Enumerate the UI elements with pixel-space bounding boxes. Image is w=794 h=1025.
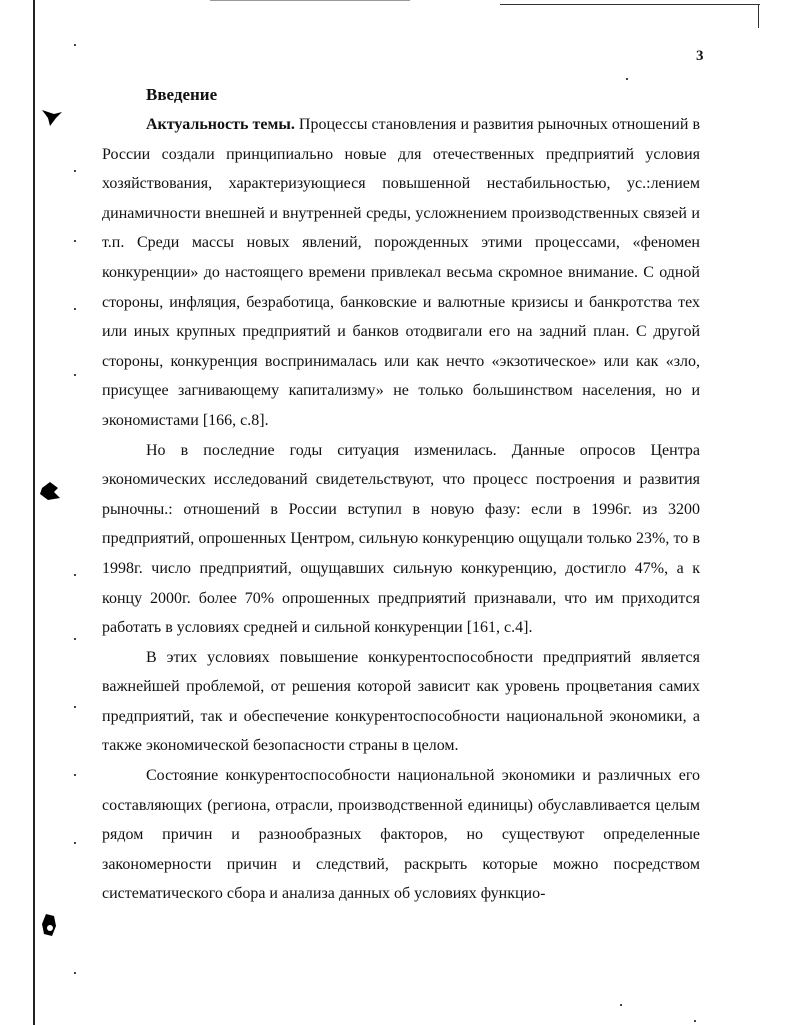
scan-edge-right <box>758 4 759 28</box>
scan-speck <box>74 842 76 844</box>
scan-edge-left <box>33 0 35 1025</box>
paragraph-survey: Но в последние годы ситуация изменилась. Данные опросов Центра экономических исследований свидетельствуют, что процесс построения и развития рыночны.: отношений в России вступил в новую фазу: если в 1996г. из 3200 предприятий, опрошенных Центром, сильную конкуренцию ощущали только 23%, то в 1998г. число предприятий, ощущавших сильную конкуренцию, достигло 47%, а к концу 2000г. более 70% опрошенных предприятий признавали, что им приходится работать в условиях средней и сильной конкуренции [161, с.4]. <box>102 441 700 637</box>
scan-speck <box>74 240 76 242</box>
paragraph-lead: Актуальность темы. <box>146 116 295 133</box>
paragraph-importance: В этих условиях повышение конкурентоспособности предприятий является важнейшей проблемой, от решения которой зависит как уровень процветания самих предприятий, так и обеспечение конкурентоспособности национальной экономики, а также экономической безопасности страны в целом. <box>102 648 700 755</box>
scan-edge-top-faint <box>210 0 410 1</box>
scan-speck <box>74 638 76 640</box>
hole-punch-mark-1 <box>40 108 64 128</box>
scan-speck <box>74 170 76 172</box>
scan-speck <box>694 1020 696 1022</box>
page-number: 3 <box>696 48 704 64</box>
paragraph-text: Процессы становления и развития рыночных отношений в России создали принципиально новые для отечественных предприятий условия хозяйствования, характеризующиеся повышенной нестабильностью, ус.:лением динамичности внешней и внутренней среды, усложнением производственных связей и т.п. Среди массы новых явлений, порожденных этими процессами, «феномен конкуренции» до настоящего времени привлекал весьма скромное внимание. С одной стороны, инфляция, безработица, банковские и валютные кризисы и банкротства тех или иных крупных предприятий и банков отодвигали его на задний план. С другой стороны, конкуренция воспринималась или как нечто «экзотическое» или как «зло, присущее загнивающему капитализму» не только большинством населения, но и экономистами [166, с.8]. <box>102 116 700 429</box>
document-body <box>102 80 700 909</box>
scan-speck <box>74 574 76 576</box>
paragraph-factors: Состояние конкурентоспособности национальной экономики и различных его составляющих (региона, отрасли, производственной единицы) обуславливается целым рядом причин и разнообразных факторов, но существуют определенные закономерности причин и следствий, раскрыть которые можно посредством систематического сбора и анализа данных об условиях функцио- <box>102 767 700 903</box>
scan-speck <box>74 308 76 310</box>
scan-speck <box>74 706 76 708</box>
scan-edge-top <box>500 4 760 5</box>
scan-speck <box>74 374 76 376</box>
scan-speck <box>74 774 76 776</box>
paragraph-relevance <box>102 110 700 436</box>
hole-punch-mark-2 <box>38 480 62 502</box>
section-heading: Введение <box>146 85 218 104</box>
hole-punch-mark-3 <box>40 912 60 938</box>
scan-speck <box>74 972 76 974</box>
scan-speck <box>620 1004 622 1006</box>
scan-speck <box>74 44 76 46</box>
